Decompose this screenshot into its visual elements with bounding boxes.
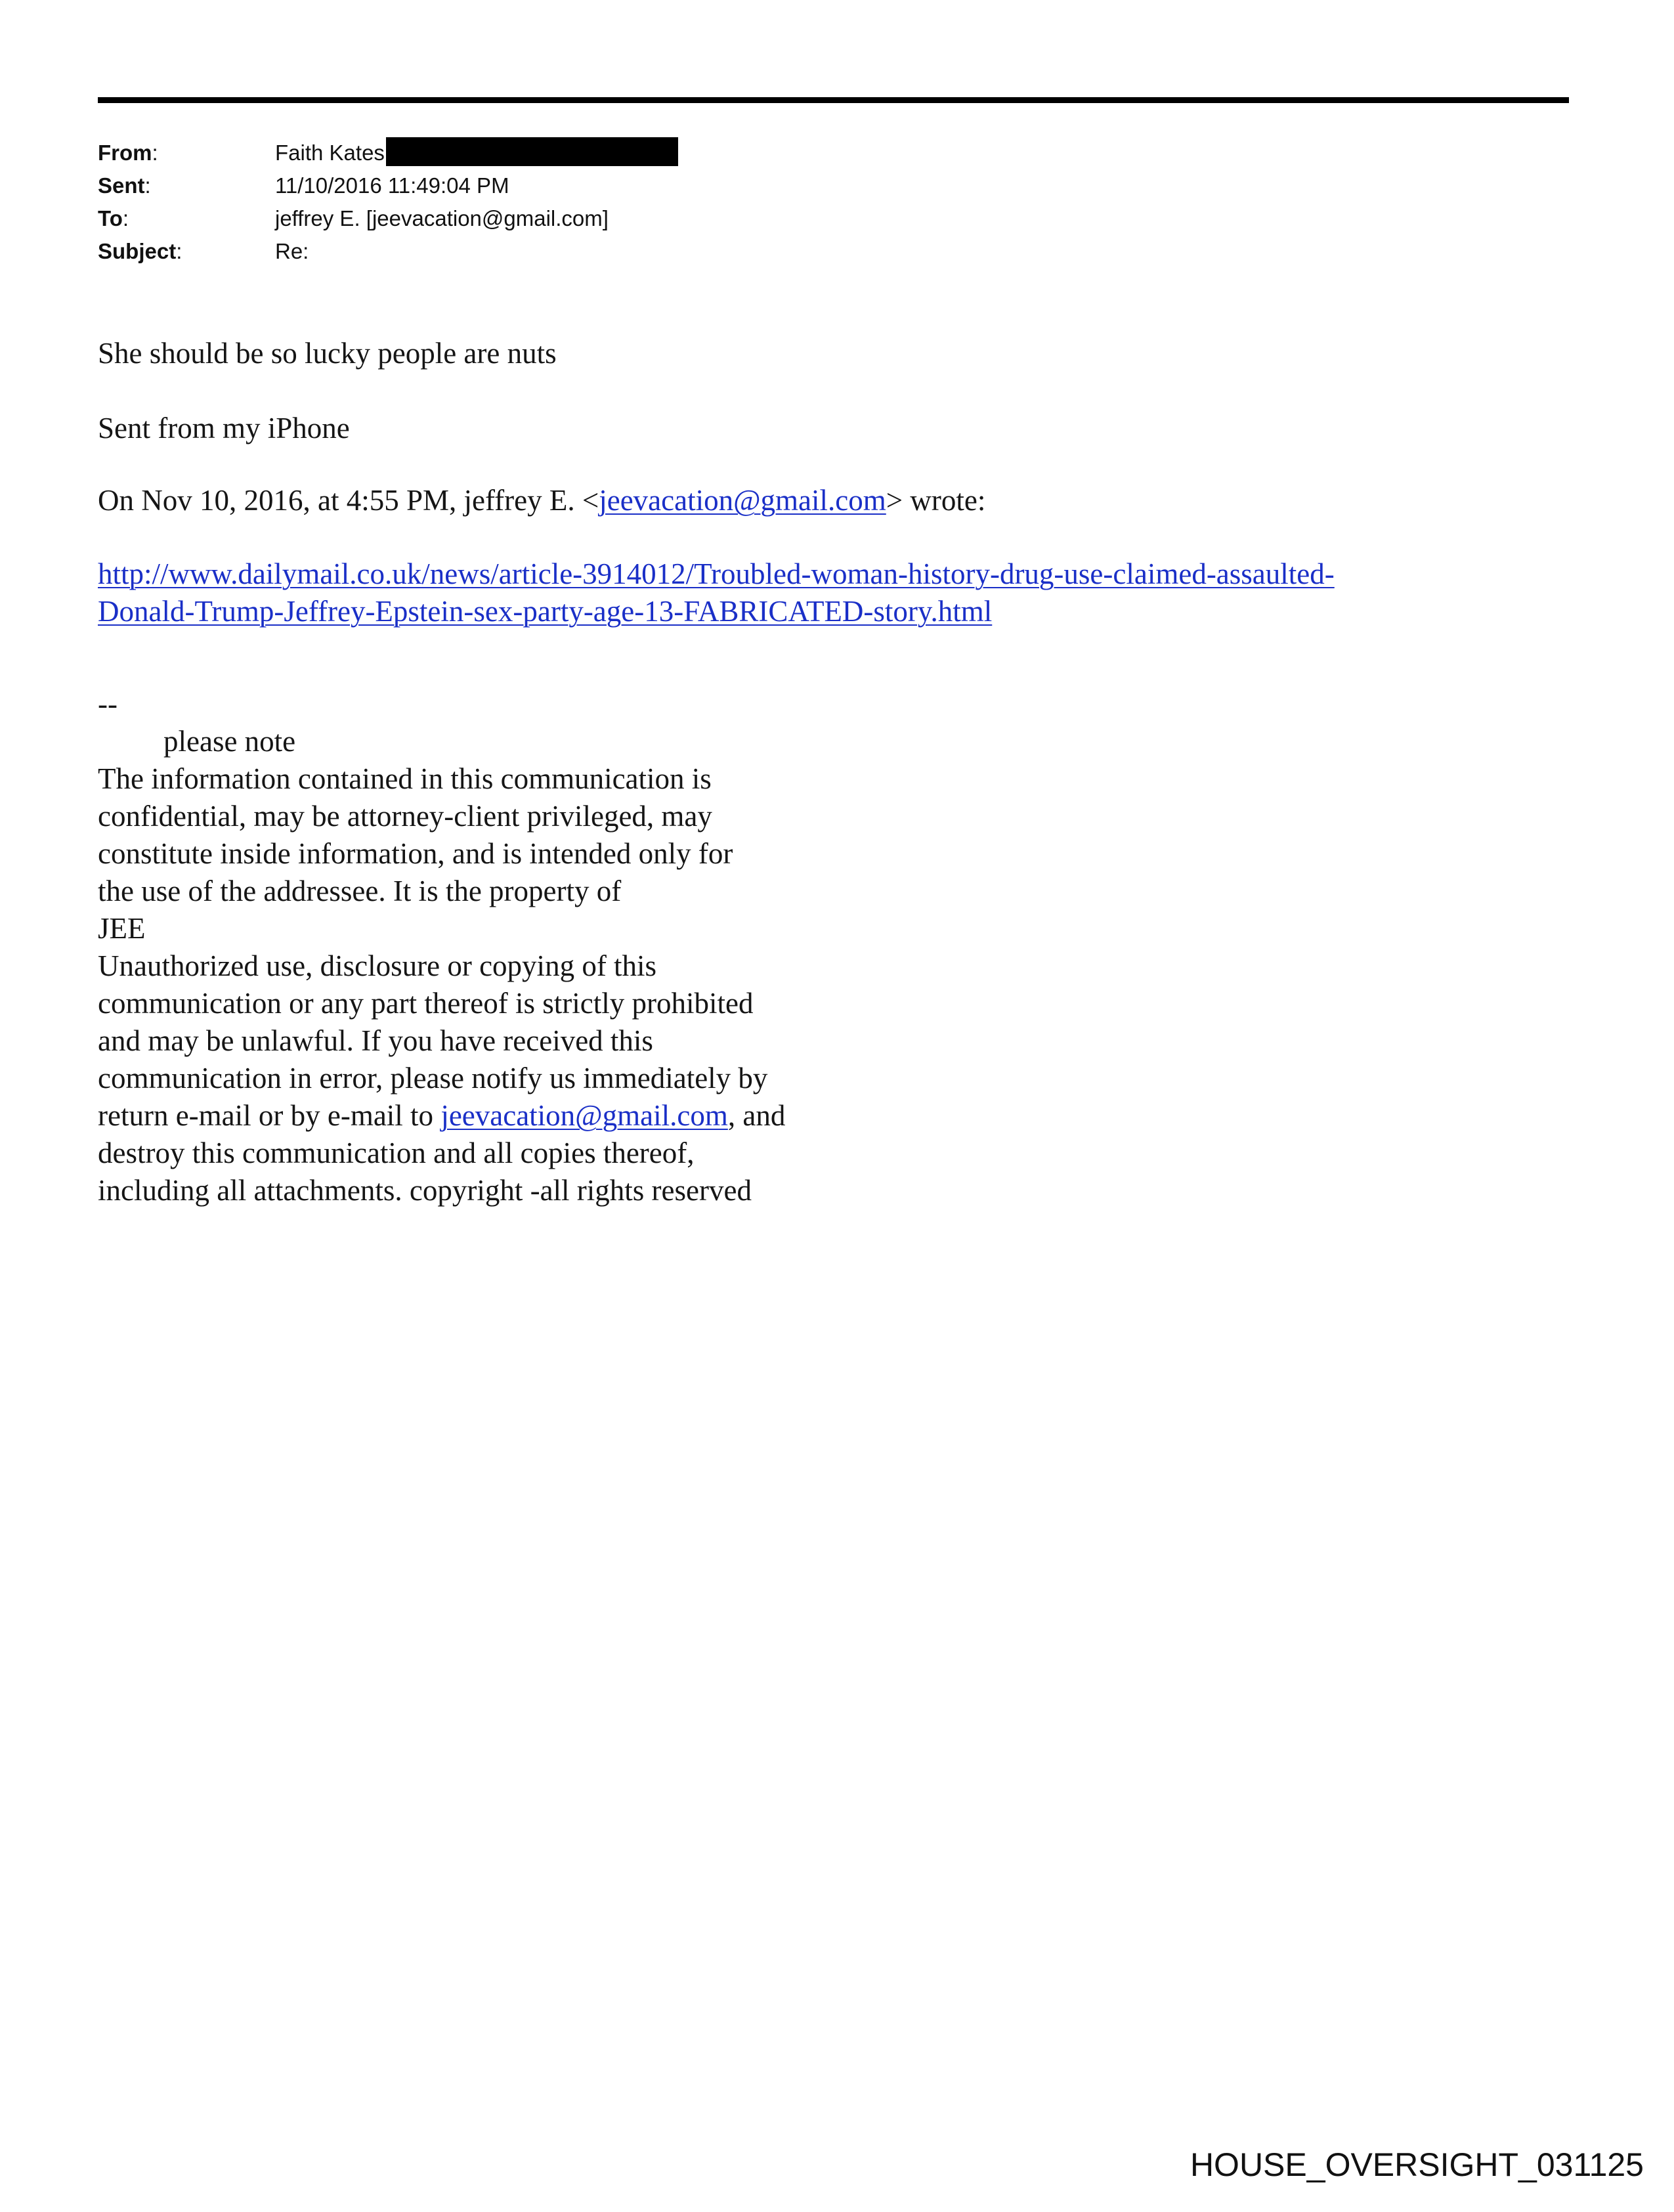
quote-intro-before: On Nov 10, 2016, at 4:55 PM, jeffrey E. < — [98, 484, 599, 517]
to-row — [98, 202, 678, 235]
to-label: To — [98, 206, 123, 230]
subject-row — [98, 235, 678, 268]
disclaimer-line: The information contained in this communication is — [98, 762, 712, 795]
sent-colon: : — [144, 173, 151, 198]
disclaimer-line: communication in error, please notify us immediately by — [98, 1062, 768, 1095]
article-link-line-1[interactable]: http://www.dailymail.co.uk/news/article-3914012/Troubled-woman-history-drug-use-claimed-assaulted- — [98, 557, 1335, 590]
from-row — [98, 137, 678, 169]
disclaimer-line: and may be unlawful. If you have received this — [98, 1024, 653, 1057]
disclaimer-line: confidential, may be attorney-client privileged, may — [98, 800, 712, 833]
to-colon: : — [122, 206, 129, 230]
sent-row — [98, 169, 678, 202]
disclaimer-line: including all attachments. copyright -all rights reserved — [98, 1174, 752, 1207]
article-link-line-2[interactable]: Donald-Trump-Jeffrey-Epstein-sex-party-age-13-FABRICATED-story.html — [98, 595, 993, 628]
disclaimer-email-line — [98, 1097, 1575, 1135]
from-colon: : — [152, 141, 158, 165]
disclaimer-heading: please note — [163, 725, 296, 758]
quote-email-link[interactable]: jeevacation@gmail.com — [599, 484, 886, 517]
signature: Sent from my iPhone — [98, 412, 350, 445]
header-rule — [98, 97, 1569, 103]
from-value: Faith Kates — [275, 141, 385, 165]
disclaimer-line: destroy this communication and all copies thereof, — [98, 1137, 695, 1169]
email-header — [98, 137, 678, 268]
quote-intro — [98, 482, 1575, 519]
disclaimer-email-link[interactable]: jeevacation@gmail.com — [440, 1099, 728, 1132]
subject-value: Re: — [275, 239, 309, 263]
redaction-box — [386, 137, 678, 166]
article-link-block — [98, 555, 1575, 630]
sent-value: 11/10/2016 11:49:04 PM — [275, 173, 509, 198]
to-value: jeffrey E. [jeevacation@gmail.com] — [275, 206, 609, 230]
quote-intro-after: > wrote: — [886, 484, 986, 517]
disclaimer-line: Unauthorized use, disclosure or copying of this — [98, 949, 657, 982]
subject-label: Subject — [98, 239, 177, 263]
reply-text: She should be so lucky people are nuts — [98, 337, 557, 370]
bates-number: HOUSE_OVERSIGHT_031125 — [1190, 2146, 1644, 2183]
disclaimer-email-after: , and — [727, 1099, 786, 1132]
email-body — [98, 335, 1575, 1209]
disclaimer-line: the use of the addressee. It is the property of — [98, 875, 622, 907]
disclaimer-email-before: return e-mail or by e-mail to — [98, 1099, 441, 1132]
subject-colon: : — [176, 239, 182, 263]
from-label: From — [98, 141, 152, 165]
signature-separator: -- — [98, 687, 118, 720]
disclaimer-line: communication or any part thereof is strictly prohibited — [98, 987, 754, 1020]
disclaimer-line: constitute inside information, and is intended only for — [98, 837, 733, 870]
sent-label: Sent — [98, 173, 145, 198]
disclaimer-line: JEE — [98, 912, 146, 945]
